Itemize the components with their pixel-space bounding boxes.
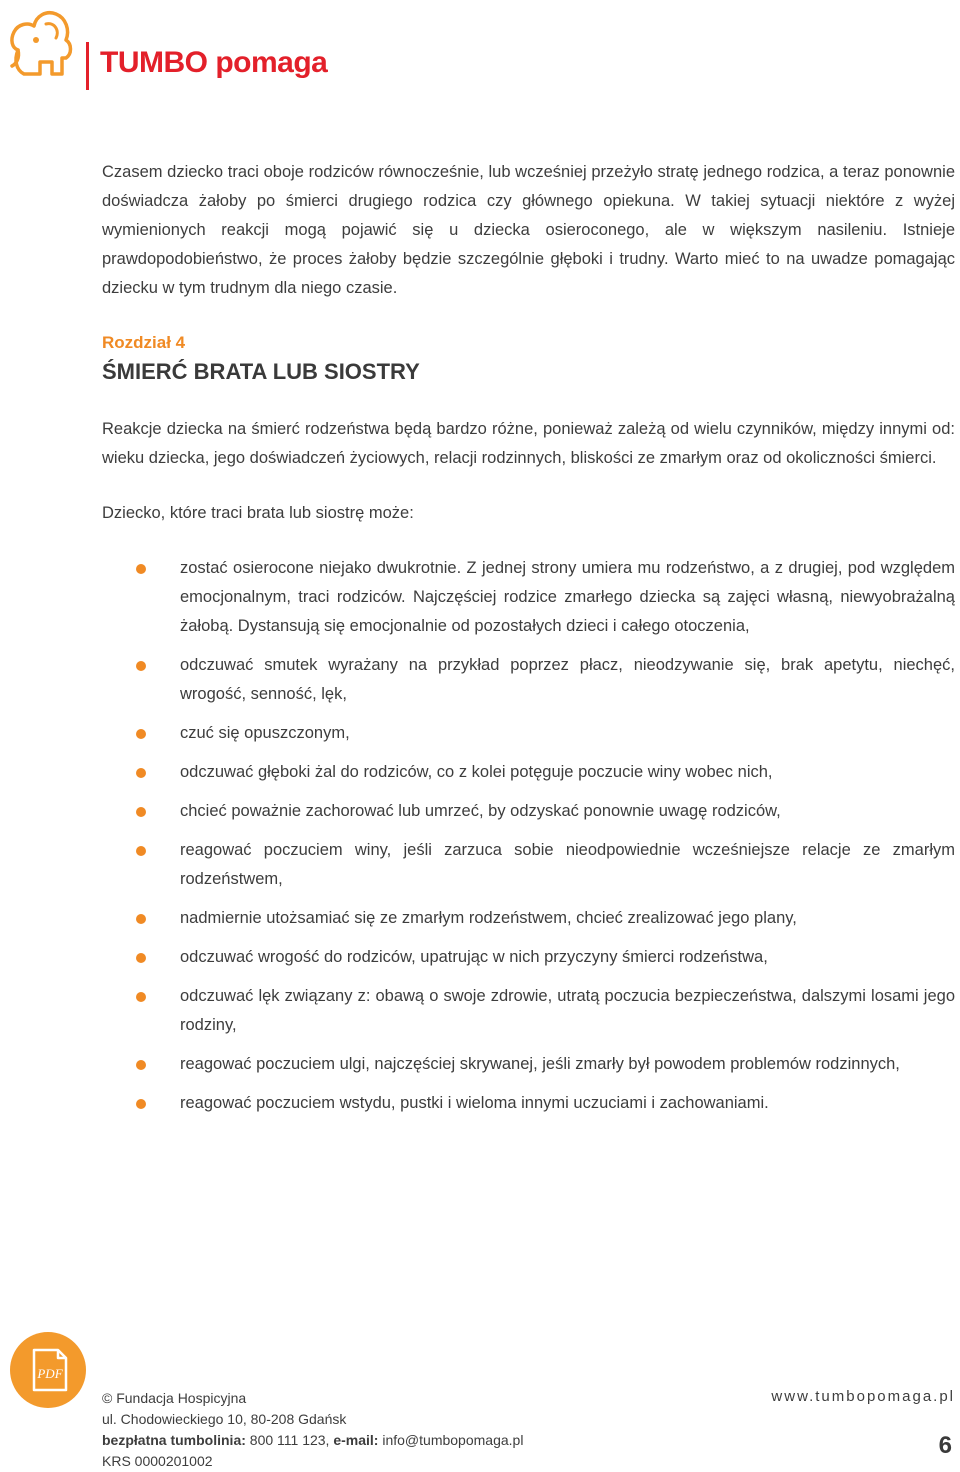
bullet-icon	[136, 564, 146, 574]
website-link[interactable]: www.tumbopomaga.pl	[771, 1388, 955, 1405]
bullet-icon	[136, 1099, 146, 1109]
bullet-icon	[136, 661, 146, 671]
list-item-text: odczuwać smutek wyrażany na przykład poprzez płacz, nieodzywanie się, brak apetytu, niechęć, wrogość, senność, lęk,	[180, 656, 955, 703]
list-item	[102, 982, 955, 1040]
chapter-title: ŚMIERĆ BRATA LUB SIOSTRY	[102, 359, 420, 384]
list-item	[102, 1089, 955, 1118]
list-item-text: czuć się opuszczonym,	[180, 724, 350, 742]
list-item	[102, 554, 955, 641]
page-number: 6	[938, 1432, 952, 1459]
bullet-icon	[136, 807, 146, 817]
list-item-text: odczuwać lęk związany z: obawą o swoje zdrowie, utratą poczucia bezpieczeństwa, dalszymi losami jego rodziny,	[180, 987, 955, 1034]
list-item	[102, 904, 955, 933]
main-content	[102, 158, 955, 1128]
list-item	[102, 797, 955, 826]
list-item-text: reagować poczuciem ulgi, najczęściej skrywanej, jeśli zmarły był powodem problemów rodzinnych,	[180, 1055, 900, 1073]
bullet-icon	[136, 846, 146, 856]
list-item-text: odczuwać głęboki żal do rodziców, co z kolei potęguje poczucie winy wobec nich,	[180, 763, 773, 781]
list-intro: Dziecko, które traci brata lub siostrę może:	[102, 504, 414, 522]
bullet-icon	[136, 914, 146, 924]
list-item	[102, 719, 955, 748]
email-link[interactable]: info@tumbopomaga.pl	[382, 1432, 524, 1448]
intro-paragraph: Czasem dziecko traci oboje rodziców równocześnie, lub wcześniej przeżyło stratę jednego rodzica, a teraz ponownie doświadcza żałoby po śmierci drugiego rodzica czy głównego opiekuna. W takiej sytuacji niektóre z wyżej wymienionych reakcji mogą pojawić się u dziecka osieroconego, ale w większym nasileniu. Istnieje prawdopodobieństwo, że proces żałoby będzie szczególnie głęboki i trudny. Warto mieć to na uwadze pomagając dziecku w tym trudnym dla niego czasie.	[102, 163, 955, 297]
list-item-text: reagować poczuciem winy, jeśli zarzuca sobie nieodpowiednie wcześniejsze relacje ze zmarłym rodzeństwem,	[180, 841, 955, 888]
reaction-list	[102, 554, 955, 1118]
list-item	[102, 758, 955, 787]
foundation-name: © Fundacja Hospicyjna	[102, 1390, 247, 1406]
hotline-number: 800 111 123,	[249, 1432, 330, 1448]
contact-line	[102, 1430, 955, 1451]
krs-number: KRS 0000201002	[102, 1453, 213, 1469]
list-item-text: zostać osierocone niejako dwukrotnie. Z jednej strony umiera mu rodzeństwo, a z drugiej, pod względem emocjonalnym, traci rodziców. Najczęściej rodzice zmarłego dziecka są zajęci własną, niewyobrażalną żałobą. Dystansują się emocjonalnie od pozostałych dzieci i całego otoczenia,	[180, 559, 955, 635]
list-item	[102, 1050, 955, 1079]
header-divider	[86, 42, 89, 90]
list-item-text: nadmiernie utożsamiać się ze zmarłym rodzeństwem, chcieć zrealizować jego plany,	[180, 909, 797, 927]
bullet-icon	[136, 729, 146, 739]
hotline-label: bezpłatna tumbolinia:	[102, 1432, 246, 1448]
svg-text:PDF: PDF	[37, 1366, 63, 1381]
elephant-icon	[6, 4, 76, 90]
bullet-icon	[136, 992, 146, 1002]
foundation-address: ul. Chodowieckiego 10, 80-208 Gdańsk	[102, 1411, 347, 1427]
bullet-icon	[136, 953, 146, 963]
bullet-icon	[136, 768, 146, 778]
email-label: e-mail:	[333, 1432, 379, 1448]
bullet-icon	[136, 1060, 146, 1070]
list-item-text: odczuwać wrogość do rodziców, upatrując w nich przyczyny śmierci rodzeństwa,	[180, 948, 768, 966]
list-item	[102, 651, 955, 709]
list-item	[102, 836, 955, 894]
list-item-text: chcieć poważnie zachorować lub umrzeć, by odzyskać ponownie uwagę rodziców,	[180, 802, 781, 820]
chapter-label: Rozdział 4	[102, 333, 186, 352]
brand-title: TUMBO pomaga	[100, 46, 328, 79]
pdf-icon[interactable]	[8, 1330, 88, 1410]
list-item-text: reagować poczuciem wstydu, pustki i wieloma innymi uczuciami i zachowaniami.	[180, 1094, 769, 1112]
list-item	[102, 943, 955, 972]
chapter-paragraph: Reakcje dziecka na śmierć rodzeństwa będą bardzo różne, ponieważ zależą od wielu czynników, między innymi od: wieku dziecka, jego doświadczeń życiowych, relacji rodzinnych, bliskości ze zmarłym oraz od okoliczności śmierci.	[102, 420, 955, 467]
